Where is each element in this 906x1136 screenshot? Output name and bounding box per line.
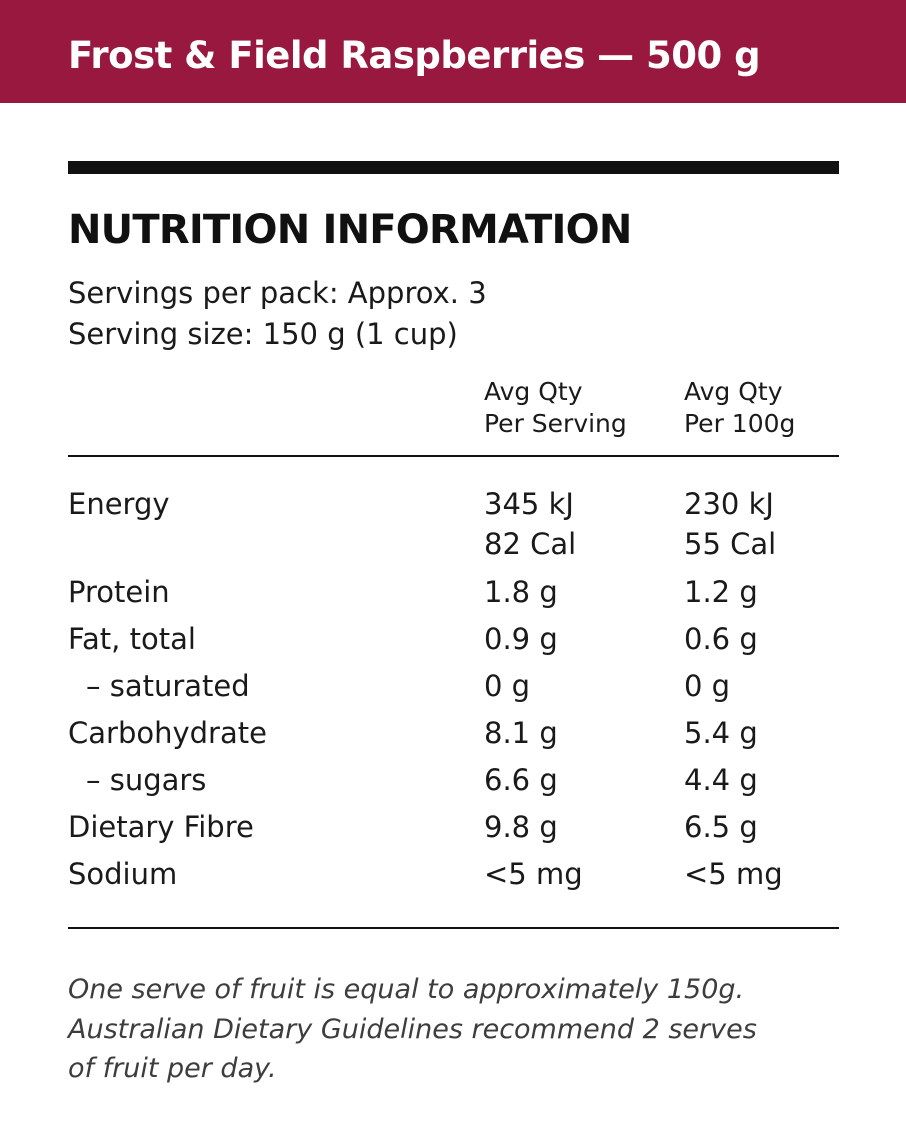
value-per-serving: 0.9 g [484,622,558,656]
value-per-serving: 1.8 g [484,575,558,609]
footnote-line: One serve of fruit is equal to approximately 150g. [68,974,745,1005]
table-row [68,713,839,760]
value-per-100g: 5.4 g [684,716,758,750]
value-per-100g: 0.6 g [684,622,758,656]
product-title: Frost & Field Raspberries — 500 g [68,34,761,77]
heading-divider [68,161,839,174]
column-header-line: Avg Qty [684,377,783,406]
value-per-serving [484,484,576,564]
table-row [68,760,839,807]
nutrient-name: Energy [68,487,170,521]
value-per-100g: <5 mg [684,857,783,891]
value-per-100g: 1.2 g [684,575,758,609]
value-per-100g [684,484,776,564]
value-per-serving: <5 mg [484,857,583,891]
nutrient-name: – saturated [86,669,250,703]
servings-per-pack: Servings per pack: Approx. 3 [68,276,487,310]
nutrient-name: Protein [68,575,170,609]
column-header-line: Avg Qty [484,377,583,406]
value-line: 82 Cal [484,527,577,561]
value-line: 345 kJ [484,487,574,521]
nutrient-name: Carbohydrate [68,716,267,750]
nutrient-name: – sugars [86,763,207,797]
nutrient-name: Dietary Fibre [68,810,254,844]
table-row [68,807,839,854]
nutrient-name: Fat, total [68,622,196,656]
product-banner [0,0,906,103]
footnote [68,970,839,1089]
table-row [68,619,839,666]
value-per-serving: 6.6 g [484,763,558,797]
column-header-per-100g [684,376,795,440]
nutrition-table [68,484,839,901]
column-header-per-serving [484,376,627,440]
table-row [68,572,839,619]
table-top-rule [68,455,839,457]
footnote-line: of fruit per day. [68,1053,277,1084]
value-per-100g: 0 g [684,669,731,703]
value-per-serving: 9.8 g [484,810,558,844]
table-row [68,666,839,713]
value-per-100g: 4.4 g [684,763,758,797]
table-row [68,854,839,901]
value-per-100g: 6.5 g [684,810,758,844]
column-header-line: Per 100g [684,409,796,438]
nutrient-name: Sodium [68,857,178,891]
value-line: 55 Cal [684,527,777,561]
footnote-line: Australian Dietary Guidelines recommend 2 serves [68,1013,757,1045]
value-per-serving: 0 g [484,669,531,703]
table-bottom-rule [68,927,839,929]
column-header-line: Per Serving [484,409,627,438]
panel-heading: NUTRITION INFORMATION [68,207,632,253]
serving-size: Serving size: 150 g (1 cup) [68,317,458,351]
table-row [68,484,839,572]
value-per-serving: 8.1 g [484,716,558,750]
value-line: 230 kJ [684,487,774,521]
